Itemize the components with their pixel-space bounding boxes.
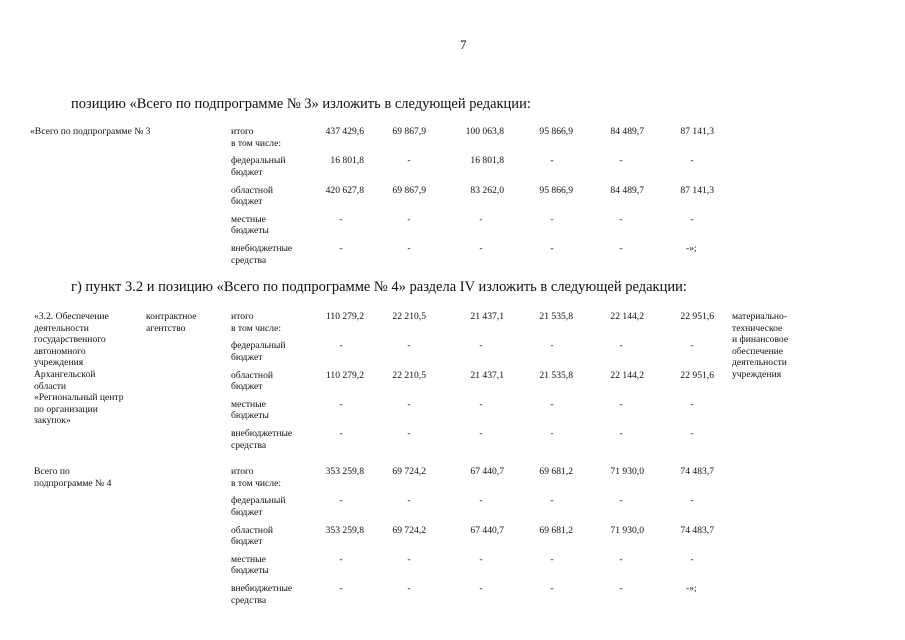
table-cell: 95 866,9 bbox=[539, 126, 573, 137]
table-cell: - bbox=[339, 213, 343, 225]
row-label: средства bbox=[231, 594, 267, 606]
row-label: бюджеты bbox=[231, 565, 269, 577]
row-label: внебюджетные bbox=[231, 243, 293, 255]
row-label: бюджет bbox=[231, 196, 263, 208]
table-cell: - bbox=[407, 243, 411, 255]
table-cell: - bbox=[619, 340, 623, 352]
table-cell: 69 867,9 bbox=[392, 126, 426, 137]
result-line: материально- bbox=[732, 311, 788, 322]
row-label: итого bbox=[231, 126, 254, 137]
table-cell: - bbox=[339, 243, 343, 255]
row-label: средства bbox=[231, 439, 267, 451]
table-cell: - bbox=[550, 243, 554, 255]
table-cell: 22 210,5 bbox=[392, 369, 426, 381]
table-cell: 100 063,8 bbox=[465, 126, 504, 137]
table-cell: 71 930,0 bbox=[610, 466, 644, 477]
table-cell: 87 141,3 bbox=[680, 184, 714, 196]
table-cell: - bbox=[479, 213, 483, 225]
table-cell: - bbox=[619, 213, 623, 225]
item-title-line: государственного bbox=[34, 334, 106, 346]
table-cell: 22 951,6 bbox=[680, 369, 714, 381]
row-label: бюджеты bbox=[231, 225, 269, 237]
row-label: в том числе: bbox=[231, 477, 282, 489]
table-cell: - bbox=[619, 495, 623, 507]
table-cell: - bbox=[690, 398, 694, 410]
table-cell: - bbox=[619, 243, 623, 255]
item-title-line: учреждения bbox=[34, 357, 84, 369]
total-title-line: Всего по bbox=[34, 466, 70, 477]
table-cell: - bbox=[479, 583, 483, 595]
row-label: бюджет bbox=[231, 536, 263, 548]
result-line: учреждения bbox=[732, 369, 782, 380]
table-cell: - bbox=[339, 428, 343, 440]
item-title-line: области bbox=[34, 380, 67, 392]
table-cell: 353 259,8 bbox=[325, 524, 364, 536]
table-cell: 69 867,9 bbox=[392, 184, 426, 196]
row-label: местные bbox=[231, 553, 266, 565]
table-cell: - bbox=[619, 398, 623, 410]
row-label: бюджет bbox=[231, 166, 263, 178]
table-cell: - bbox=[479, 243, 483, 255]
table-cell: 16 801,8 bbox=[330, 155, 364, 167]
table-cell: - bbox=[550, 553, 554, 565]
executor-line: агентство bbox=[146, 322, 186, 334]
table-cell: - bbox=[339, 495, 343, 507]
table-cell: - bbox=[339, 340, 343, 352]
table-cell: 67 440,7 bbox=[470, 524, 504, 536]
item-title-line: по организации bbox=[34, 403, 98, 415]
table-cell: - bbox=[407, 495, 411, 507]
row-label: областной bbox=[231, 184, 274, 196]
table-cell: - bbox=[550, 495, 554, 507]
table-cell: 83 262,0 bbox=[470, 184, 504, 196]
table-cell: 69 724,2 bbox=[392, 466, 426, 477]
row-label: бюджет bbox=[231, 351, 263, 363]
row-label: средства bbox=[231, 254, 267, 266]
table-cell: - bbox=[550, 398, 554, 410]
table-cell: 353 259,8 bbox=[325, 466, 364, 477]
row-label: бюджет bbox=[231, 506, 263, 518]
table-cell: 69 681,2 bbox=[539, 524, 573, 536]
page-number: 7 bbox=[460, 37, 467, 52]
table-cell: -»; bbox=[686, 583, 697, 595]
table-cell: - bbox=[619, 155, 623, 167]
table-cell: - bbox=[407, 428, 411, 440]
item-title-line: закупок» bbox=[34, 415, 71, 427]
table-cell: - bbox=[407, 340, 411, 352]
result-line: обеспечение bbox=[732, 345, 784, 357]
result-line: и финансовое bbox=[732, 334, 789, 346]
row-label: внебюджетные bbox=[231, 583, 293, 595]
row-label: в том числе: bbox=[231, 137, 282, 149]
table-cell: 16 801,8 bbox=[470, 155, 504, 167]
row-label: федеральный bbox=[231, 155, 286, 167]
table-cell: - bbox=[550, 428, 554, 440]
table-cell: - bbox=[550, 213, 554, 225]
table-cell: - bbox=[619, 553, 623, 565]
item-title-line: Архангельской bbox=[34, 369, 96, 380]
result-line: техническое bbox=[732, 322, 783, 334]
table-cell: - bbox=[479, 553, 483, 565]
table-cell: 110 279,2 bbox=[325, 369, 364, 381]
table-cell: - bbox=[690, 428, 694, 440]
table-cell: - bbox=[690, 213, 694, 225]
table-cell: 21 535,8 bbox=[539, 369, 573, 381]
table-cell: 22 144,2 bbox=[610, 311, 644, 322]
row-label: бюджеты bbox=[231, 410, 269, 422]
row-title: «Всего по подпрограмме № 3 bbox=[30, 126, 151, 137]
row-label: итого bbox=[231, 311, 254, 322]
table-cell: - bbox=[339, 398, 343, 410]
table-cell: - bbox=[407, 213, 411, 225]
item-title-line: автономного bbox=[34, 345, 86, 357]
row-label: федеральный bbox=[231, 340, 286, 352]
table-cell: 21 535,8 bbox=[539, 311, 573, 322]
table-cell: 95 866,9 bbox=[539, 184, 573, 196]
row-label: бюджет bbox=[231, 381, 263, 393]
item-title-line: «3.2. Обеспечение bbox=[34, 311, 109, 322]
table-cell: - bbox=[550, 340, 554, 352]
executor-line: контрактное bbox=[146, 311, 197, 322]
table-cell: 67 440,7 bbox=[470, 466, 504, 477]
table-cell: 84 489,7 bbox=[610, 184, 644, 196]
section-heading: позицию «Всего по подпрограмме № 3» изложить в следующей редакции: bbox=[71, 96, 531, 112]
table-cell: -»; bbox=[686, 243, 697, 255]
table-cell: - bbox=[407, 583, 411, 595]
table-cell: 21 437,1 bbox=[470, 369, 504, 381]
table-cell: 110 279,2 bbox=[325, 311, 364, 322]
table-cell: - bbox=[407, 553, 411, 565]
table-cell: - bbox=[619, 428, 623, 440]
table-cell: 74 483,7 bbox=[680, 466, 714, 477]
table-cell: - bbox=[690, 155, 694, 167]
table-cell: 69 681,2 bbox=[539, 466, 573, 477]
item-title-line: «Региональный центр bbox=[34, 392, 124, 404]
table-cell: 74 483,7 bbox=[680, 524, 714, 536]
total-title-line: подпрограмме № 4 bbox=[34, 477, 112, 489]
table-cell: - bbox=[690, 495, 694, 507]
table-cell: - bbox=[550, 583, 554, 595]
table-cell: - bbox=[339, 553, 343, 565]
table-cell: 69 724,2 bbox=[392, 524, 426, 536]
table-cell: 22 210,5 bbox=[392, 311, 426, 322]
row-label: итого bbox=[231, 466, 254, 477]
section-heading: г) пункт 3.2 и позицию «Всего по подпрограмме № 4» раздела IV изложить в следующей редакции: bbox=[71, 279, 687, 295]
table-cell: - bbox=[407, 398, 411, 410]
table-cell: 71 930,0 bbox=[610, 524, 644, 536]
row-label: областной bbox=[231, 369, 274, 381]
table-cell: - bbox=[407, 155, 411, 167]
table-cell: - bbox=[619, 583, 623, 595]
row-label: внебюджетные bbox=[231, 428, 293, 440]
table-cell: 87 141,3 bbox=[680, 126, 714, 137]
table-cell: 22 144,2 bbox=[610, 369, 644, 381]
table-cell: - bbox=[479, 340, 483, 352]
table-cell: - bbox=[479, 428, 483, 440]
result-line: деятельности bbox=[732, 357, 787, 369]
table-cell: - bbox=[690, 553, 694, 565]
table-cell: - bbox=[690, 340, 694, 352]
row-label: местные bbox=[231, 398, 266, 410]
row-label: местные bbox=[231, 213, 266, 225]
row-label: областной bbox=[231, 524, 274, 536]
table-cell: - bbox=[550, 155, 554, 167]
row-label: федеральный bbox=[231, 495, 286, 507]
table-cell: 84 489,7 bbox=[610, 126, 644, 137]
table-cell: - bbox=[479, 495, 483, 507]
table-cell: 420 627,8 bbox=[325, 184, 364, 196]
table-cell: 22 951,6 bbox=[680, 311, 714, 322]
item-title-line: деятельности bbox=[34, 322, 89, 334]
table-cell: 437 429,6 bbox=[325, 126, 364, 137]
table-cell: - bbox=[339, 583, 343, 595]
table-cell: 21 437,1 bbox=[470, 311, 504, 322]
table-cell: - bbox=[479, 398, 483, 410]
row-label: в том числе: bbox=[231, 322, 282, 334]
